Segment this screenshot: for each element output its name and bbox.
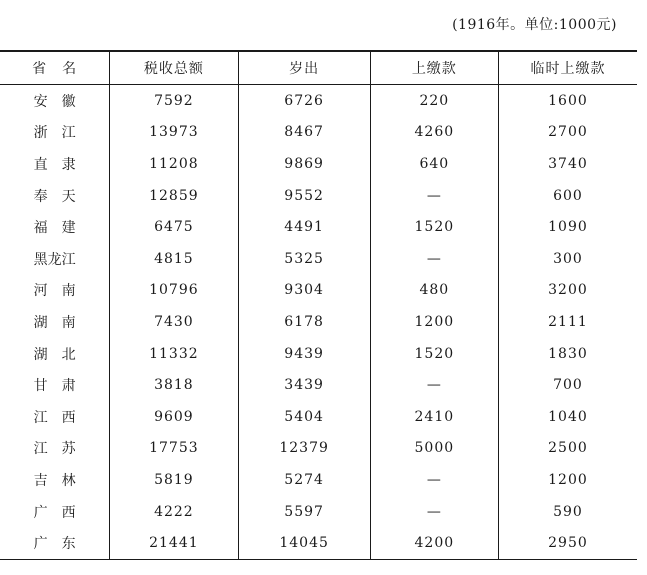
col-header-tax-total: 税收总额 — [110, 51, 238, 85]
table-row — [0, 527, 637, 559]
col-header-expenditure: 岁出 — [238, 51, 370, 85]
temp-remittance-cell: 2950 — [498, 527, 637, 559]
province-cell: 黑龙江 — [33, 251, 76, 268]
remittance-cell: 4200 — [370, 527, 498, 559]
expenditure-cell: 12379 — [238, 433, 370, 465]
expenditure-cell: 5597 — [238, 496, 370, 528]
temp-remittance-cell: 2700 — [498, 117, 637, 149]
province-cell: 广 东 — [0, 527, 110, 559]
expenditure-cell: 9869 — [238, 148, 370, 180]
col-header-remittance: 上缴款 — [370, 51, 498, 85]
tax-total-cell: 17753 — [110, 433, 238, 465]
remittance-cell: — — [370, 496, 498, 528]
col-header-temp-remittance: 临时上缴款 — [498, 51, 637, 85]
tax-total-cell: 5819 — [110, 464, 238, 496]
temp-remittance-cell: 1090 — [498, 211, 637, 243]
remittance-cell: 1520 — [370, 338, 498, 370]
expenditure-cell: 6178 — [238, 306, 370, 338]
province-cell: 湖 南 — [33, 314, 76, 331]
tax-total-cell: 4815 — [110, 243, 238, 275]
table-row — [0, 180, 637, 212]
tax-total-cell: 4222 — [110, 496, 238, 528]
remittance-cell: 5000 — [370, 433, 498, 465]
tax-total-cell: 6475 — [110, 211, 238, 243]
table-row — [0, 85, 637, 117]
tax-total-cell: 12859 — [110, 180, 238, 212]
temp-remittance-cell: 2111 — [498, 306, 637, 338]
table-row — [0, 369, 637, 401]
table-row — [0, 211, 637, 243]
table-row — [0, 275, 637, 307]
table-row — [0, 148, 637, 180]
temp-remittance-cell: 1200 — [498, 464, 637, 496]
province-cell: 广 西 — [33, 504, 76, 521]
header-row — [0, 51, 637, 85]
expenditure-cell: 9552 — [238, 180, 370, 212]
remittance-cell: 480 — [370, 275, 498, 307]
province-cell: 江 苏 — [33, 441, 76, 458]
temp-remittance-cell: 590 — [498, 496, 637, 528]
table-row — [0, 401, 637, 433]
tax-total-cell: 3818 — [110, 369, 238, 401]
tax-total-cell: 10796 — [110, 275, 238, 307]
province-cell: 湖 北 — [33, 346, 76, 363]
table-row — [0, 464, 637, 496]
province-cell: 安 徽 — [33, 93, 76, 110]
expenditure-cell: 4491 — [238, 211, 370, 243]
expenditure-cell: 5404 — [238, 401, 370, 433]
tax-total-cell: 11332 — [110, 338, 238, 370]
tax-total-cell: 7592 — [110, 85, 238, 117]
province-cell: 直 隶 — [33, 156, 76, 173]
temp-remittance-cell: 300 — [498, 243, 637, 275]
province-cell: 河 南 — [33, 283, 76, 300]
expenditure-cell: 8467 — [238, 117, 370, 149]
province-cell: 浙 江 — [33, 125, 76, 142]
remittance-cell: — — [370, 369, 498, 401]
tax-total-cell: 13973 — [110, 117, 238, 149]
remittance-cell: 4260 — [370, 117, 498, 149]
table-row — [0, 433, 637, 465]
province-cell: 福 建 — [33, 220, 76, 237]
remittance-cell: 1200 — [370, 306, 498, 338]
table-row — [0, 306, 637, 338]
col-header-province: 省 名 — [0, 51, 110, 85]
expenditure-cell: 3439 — [238, 369, 370, 401]
temp-remittance-cell: 2500 — [498, 433, 637, 465]
tax-total-cell: 21441 — [110, 527, 238, 559]
tax-total-cell: 9609 — [110, 401, 238, 433]
remittance-cell: — — [370, 464, 498, 496]
table-row — [0, 338, 637, 370]
unit-note: (1916年。单位:1000元) — [452, 17, 617, 33]
remittance-cell: — — [370, 180, 498, 212]
tax-total-cell: 7430 — [110, 306, 238, 338]
remittance-cell: 220 — [370, 85, 498, 117]
temp-remittance-cell: 1600 — [498, 85, 637, 117]
table-body — [0, 85, 637, 560]
temp-remittance-cell: 1830 — [498, 338, 637, 370]
temp-remittance-cell: 3740 — [498, 148, 637, 180]
table-row — [0, 496, 637, 528]
temp-remittance-cell: 700 — [498, 369, 637, 401]
expenditure-cell: 9304 — [238, 275, 370, 307]
province-cell: 江 西 — [33, 409, 76, 426]
revenue-table — [0, 50, 637, 560]
province-cell: 吉 林 — [33, 472, 76, 489]
remittance-cell: 2410 — [370, 401, 498, 433]
remittance-cell: 640 — [370, 148, 498, 180]
expenditure-cell: 5325 — [238, 243, 370, 275]
temp-remittance-cell: 3200 — [498, 275, 637, 307]
temp-remittance-cell: 1040 — [498, 401, 637, 433]
remittance-cell: 1520 — [370, 211, 498, 243]
expenditure-cell: 6726 — [238, 85, 370, 117]
tax-total-cell: 11208 — [110, 148, 238, 180]
table-row — [0, 243, 637, 275]
remittance-cell: — — [370, 243, 498, 275]
expenditure-cell: 9439 — [238, 338, 370, 370]
province-cell: 奉 天 — [33, 188, 76, 205]
expenditure-cell: 5274 — [238, 464, 370, 496]
province-cell: 甘 肃 — [33, 378, 76, 395]
table-row — [0, 117, 637, 149]
temp-remittance-cell: 600 — [498, 180, 637, 212]
expenditure-cell: 14045 — [238, 527, 370, 559]
